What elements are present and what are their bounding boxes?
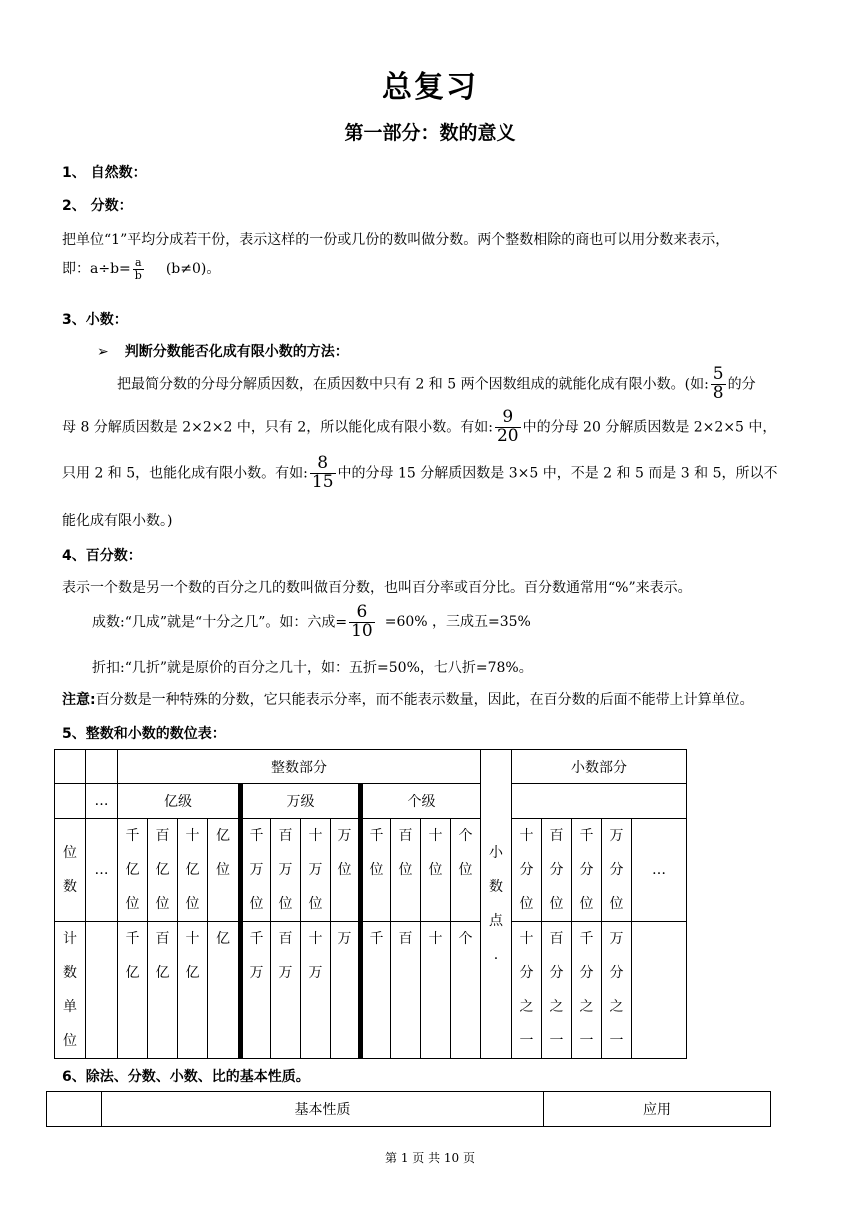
place-value-text: 百 万 (278, 931, 293, 981)
note-label: 注意: (62, 692, 96, 708)
basic-properties-table (46, 1091, 771, 1127)
fraction-numerator: 6 (349, 604, 375, 623)
place-value-cell (241, 922, 271, 1059)
note-line (62, 689, 754, 709)
place-value-cell (391, 922, 421, 1059)
place-value-text: 千 亿 位 (125, 828, 140, 912)
method-line-3 (62, 455, 777, 492)
decimal-part-header: 小数部分 (512, 750, 687, 784)
decimal-place-text: 百 分 位 (549, 828, 564, 912)
fraction-numerator: 9 (495, 409, 521, 428)
place-value-text: 十 亿 (185, 931, 200, 981)
place-value-text: 百 (398, 931, 413, 947)
decimal-place-text: 十 分 位 (519, 828, 534, 912)
page-title: 总复习 (382, 70, 478, 105)
place-value-cell (271, 922, 301, 1059)
place-value-cell (301, 819, 331, 922)
section-fractions-heading: 2、 分数： (62, 198, 133, 214)
row-label-position (55, 819, 86, 922)
zhekou-line: 折扣:“几折”就是原价的百分之几十，如：五折=50%，七八折=78%。 (92, 660, 533, 676)
place-value-cell (421, 819, 451, 922)
fraction-denominator: 8 (712, 382, 724, 403)
place-value-text: 十 万 位 (308, 828, 323, 912)
decimal-place-cell (542, 819, 572, 922)
place-value-cell (208, 922, 241, 1059)
section-place-value-heading: 5、整数和小数的数位表： (62, 726, 226, 742)
table-empty-cell (47, 1092, 102, 1127)
ellipsis-cell: … (632, 819, 687, 922)
place-value-text: 十 位 (428, 828, 443, 878)
decimal-place-cell (572, 819, 602, 922)
decimal-place-cell (572, 922, 602, 1059)
place-value-text: 千 万 位 (249, 828, 264, 912)
place-value-text: 百 亿 (155, 931, 170, 981)
method-line-1-tail: 的分 (727, 376, 756, 393)
fraction-denominator: 10 (351, 620, 373, 641)
place-value-cell (361, 922, 391, 1059)
fraction-8-15 (310, 455, 336, 492)
method-line-1-text: 把最简分数的分母分解质因数，在质因数中只有 2 和 5 两个因数组成的就能化成有限小数。(如: (117, 376, 709, 393)
table-corner-cell (55, 750, 86, 784)
decimal-place-text: 千 分 位 (579, 828, 594, 912)
row-label-unit (55, 922, 86, 1059)
place-value-text: 千 万 (249, 931, 264, 981)
yi-level-header: 亿级 (118, 784, 241, 819)
place-value-text: 个 位 (458, 828, 473, 878)
method-line-2 (62, 409, 776, 446)
page-subtitle: 第一部分：数的意义 (344, 122, 516, 144)
place-value-cell (148, 819, 178, 922)
place-value-text: 千 (369, 931, 384, 947)
place-value-cell (421, 922, 451, 1059)
fraction-numerator: a (133, 257, 144, 270)
table-empty-cell (55, 784, 86, 819)
chengshu-text: 成数:“几成”就是“十分之几”。如：六成= (92, 614, 348, 631)
ellipsis-cell: … (86, 784, 118, 819)
place-value-cell (451, 922, 481, 1059)
fraction-numerator: 8 (310, 455, 336, 474)
ellipsis-cell: … (86, 819, 118, 922)
fraction-9-20 (495, 409, 521, 446)
row-label-unit-text: 计 数 单 位 (63, 931, 77, 1049)
place-value-text: 万 (337, 931, 352, 947)
place-value-cell (178, 922, 208, 1059)
place-value-cell (271, 819, 301, 922)
place-value-cell (361, 819, 391, 922)
method-line-3-tail: 中的分母 15 分解质因数是 3×5 中，不是 2 和 5 而是 3 和 5，所以不 (337, 465, 778, 482)
place-value-text: 万 位 (337, 828, 352, 878)
fraction-denominator: b (134, 268, 142, 282)
decimal-place-text: 千 分 之 一 (579, 931, 594, 1049)
place-value-text: 千 亿 (125, 931, 140, 981)
page-footer: 第 1 页 共 10 页 (385, 1151, 475, 1165)
percent-definition: 表示一个数是另一个数的百分之几的数叫做百分数，也叫百分率或百分比。百分数通常用“%”来表示。 (62, 580, 692, 596)
application-header: 应用 (544, 1092, 771, 1127)
place-value-text: 亿 (216, 931, 230, 947)
method-title: 判断分数能否化成有限小数的方法： (124, 344, 349, 360)
place-value-text: 十 万 (308, 931, 323, 981)
place-value-text: 十 亿 位 (185, 828, 200, 912)
fraction-denominator: 15 (311, 471, 334, 492)
place-value-cell (241, 819, 271, 922)
table-empty-cell (632, 922, 687, 1059)
decimal-place-text: 万 分 位 (609, 828, 624, 912)
ge-level-header: 个级 (361, 784, 481, 819)
place-value-cell (118, 819, 148, 922)
place-value-cell (148, 922, 178, 1059)
method-line-1 (117, 366, 756, 403)
section-basic-properties-heading: 6、除法、分数、小数、比的基本性质。 (62, 1069, 310, 1085)
note-text: 百分数是一种特殊的分数，它只能表示分率，而不能表示数量，因此，在百分数的后面不能带上计算单位。 (95, 692, 754, 708)
decimal-place-cell (512, 922, 542, 1059)
fraction-denominator: 20 (496, 425, 519, 446)
chengshu-tail: =60% ，三成五=35% (384, 614, 531, 631)
decimal-level-empty (512, 784, 687, 819)
method-line-3-text: 只用 2 和 5，也能化成有限小数。有如: (62, 465, 308, 482)
place-value-cell (301, 922, 331, 1059)
method-heading (97, 341, 349, 361)
row-label-position-text: 位 数 (63, 845, 77, 895)
method-line-2-text: 母 8 分解质因数是 2×2×2 中，只有 2，所以能化成有限小数。有如: (62, 419, 493, 436)
chengshu-line (92, 604, 531, 641)
formula-prefix: 即：a÷b= (62, 261, 131, 278)
fraction-6-10 (349, 604, 375, 641)
place-value-text: 百 万 位 (278, 828, 293, 912)
fraction-5-8 (711, 366, 726, 403)
place-value-text: 百 位 (398, 828, 413, 878)
place-value-text: 十 (428, 931, 443, 947)
table-empty-cell (86, 922, 118, 1059)
wan-level-header: 万级 (241, 784, 361, 819)
section-natural-numbers-heading: 1、 自然数： (62, 165, 147, 181)
fraction-definition: 把单位“1”平均分成若干份，表示这样的一份或几份的数叫做分数。两个整数相除的商也可以用分数来表示， (62, 232, 730, 248)
fraction-division-formula (62, 257, 220, 281)
decimal-place-text: 百 分 之 一 (549, 931, 564, 1049)
method-line-2-tail: 中的分母 20 分解质因数是 2×2×5 中， (522, 419, 777, 436)
decimal-point-label: 小 数 点 . (489, 845, 503, 963)
fraction-numerator: 5 (712, 364, 724, 384)
place-value-text: 亿 位 (216, 828, 230, 878)
decimal-place-cell (542, 922, 572, 1059)
fraction-a-over-b (133, 257, 144, 281)
decimal-place-cell (512, 819, 542, 922)
decimal-point-cell (481, 750, 512, 1059)
decimal-place-text: 万 分 之 一 (609, 931, 624, 1049)
place-value-text: 个 (458, 931, 473, 947)
table-corner-cell (86, 750, 118, 784)
place-value-cell (331, 922, 361, 1059)
formula-suffix: (b≠0)。 (165, 261, 221, 278)
place-value-table (54, 749, 687, 1059)
place-value-cell (178, 819, 208, 922)
method-line-4: 能化成有限小数。) (62, 513, 173, 529)
section-decimals-heading: 3、小数： (62, 312, 128, 328)
integer-part-header: 整数部分 (118, 750, 481, 784)
place-value-text: 百 亿 位 (155, 828, 170, 912)
place-value-text: 千 位 (369, 828, 384, 878)
decimal-place-cell (602, 922, 632, 1059)
bullet-arrow-icon: ➢ (97, 344, 109, 360)
basic-properties-header: 基本性质 (102, 1092, 544, 1127)
place-value-cell (451, 819, 481, 922)
decimal-place-text: 十 分 之 一 (519, 931, 534, 1049)
decimal-place-cell (602, 819, 632, 922)
place-value-cell (208, 819, 241, 922)
place-value-cell (331, 819, 361, 922)
place-value-cell (391, 819, 421, 922)
section-percent-heading: 4、百分数： (62, 548, 142, 564)
place-value-cell (118, 922, 148, 1059)
